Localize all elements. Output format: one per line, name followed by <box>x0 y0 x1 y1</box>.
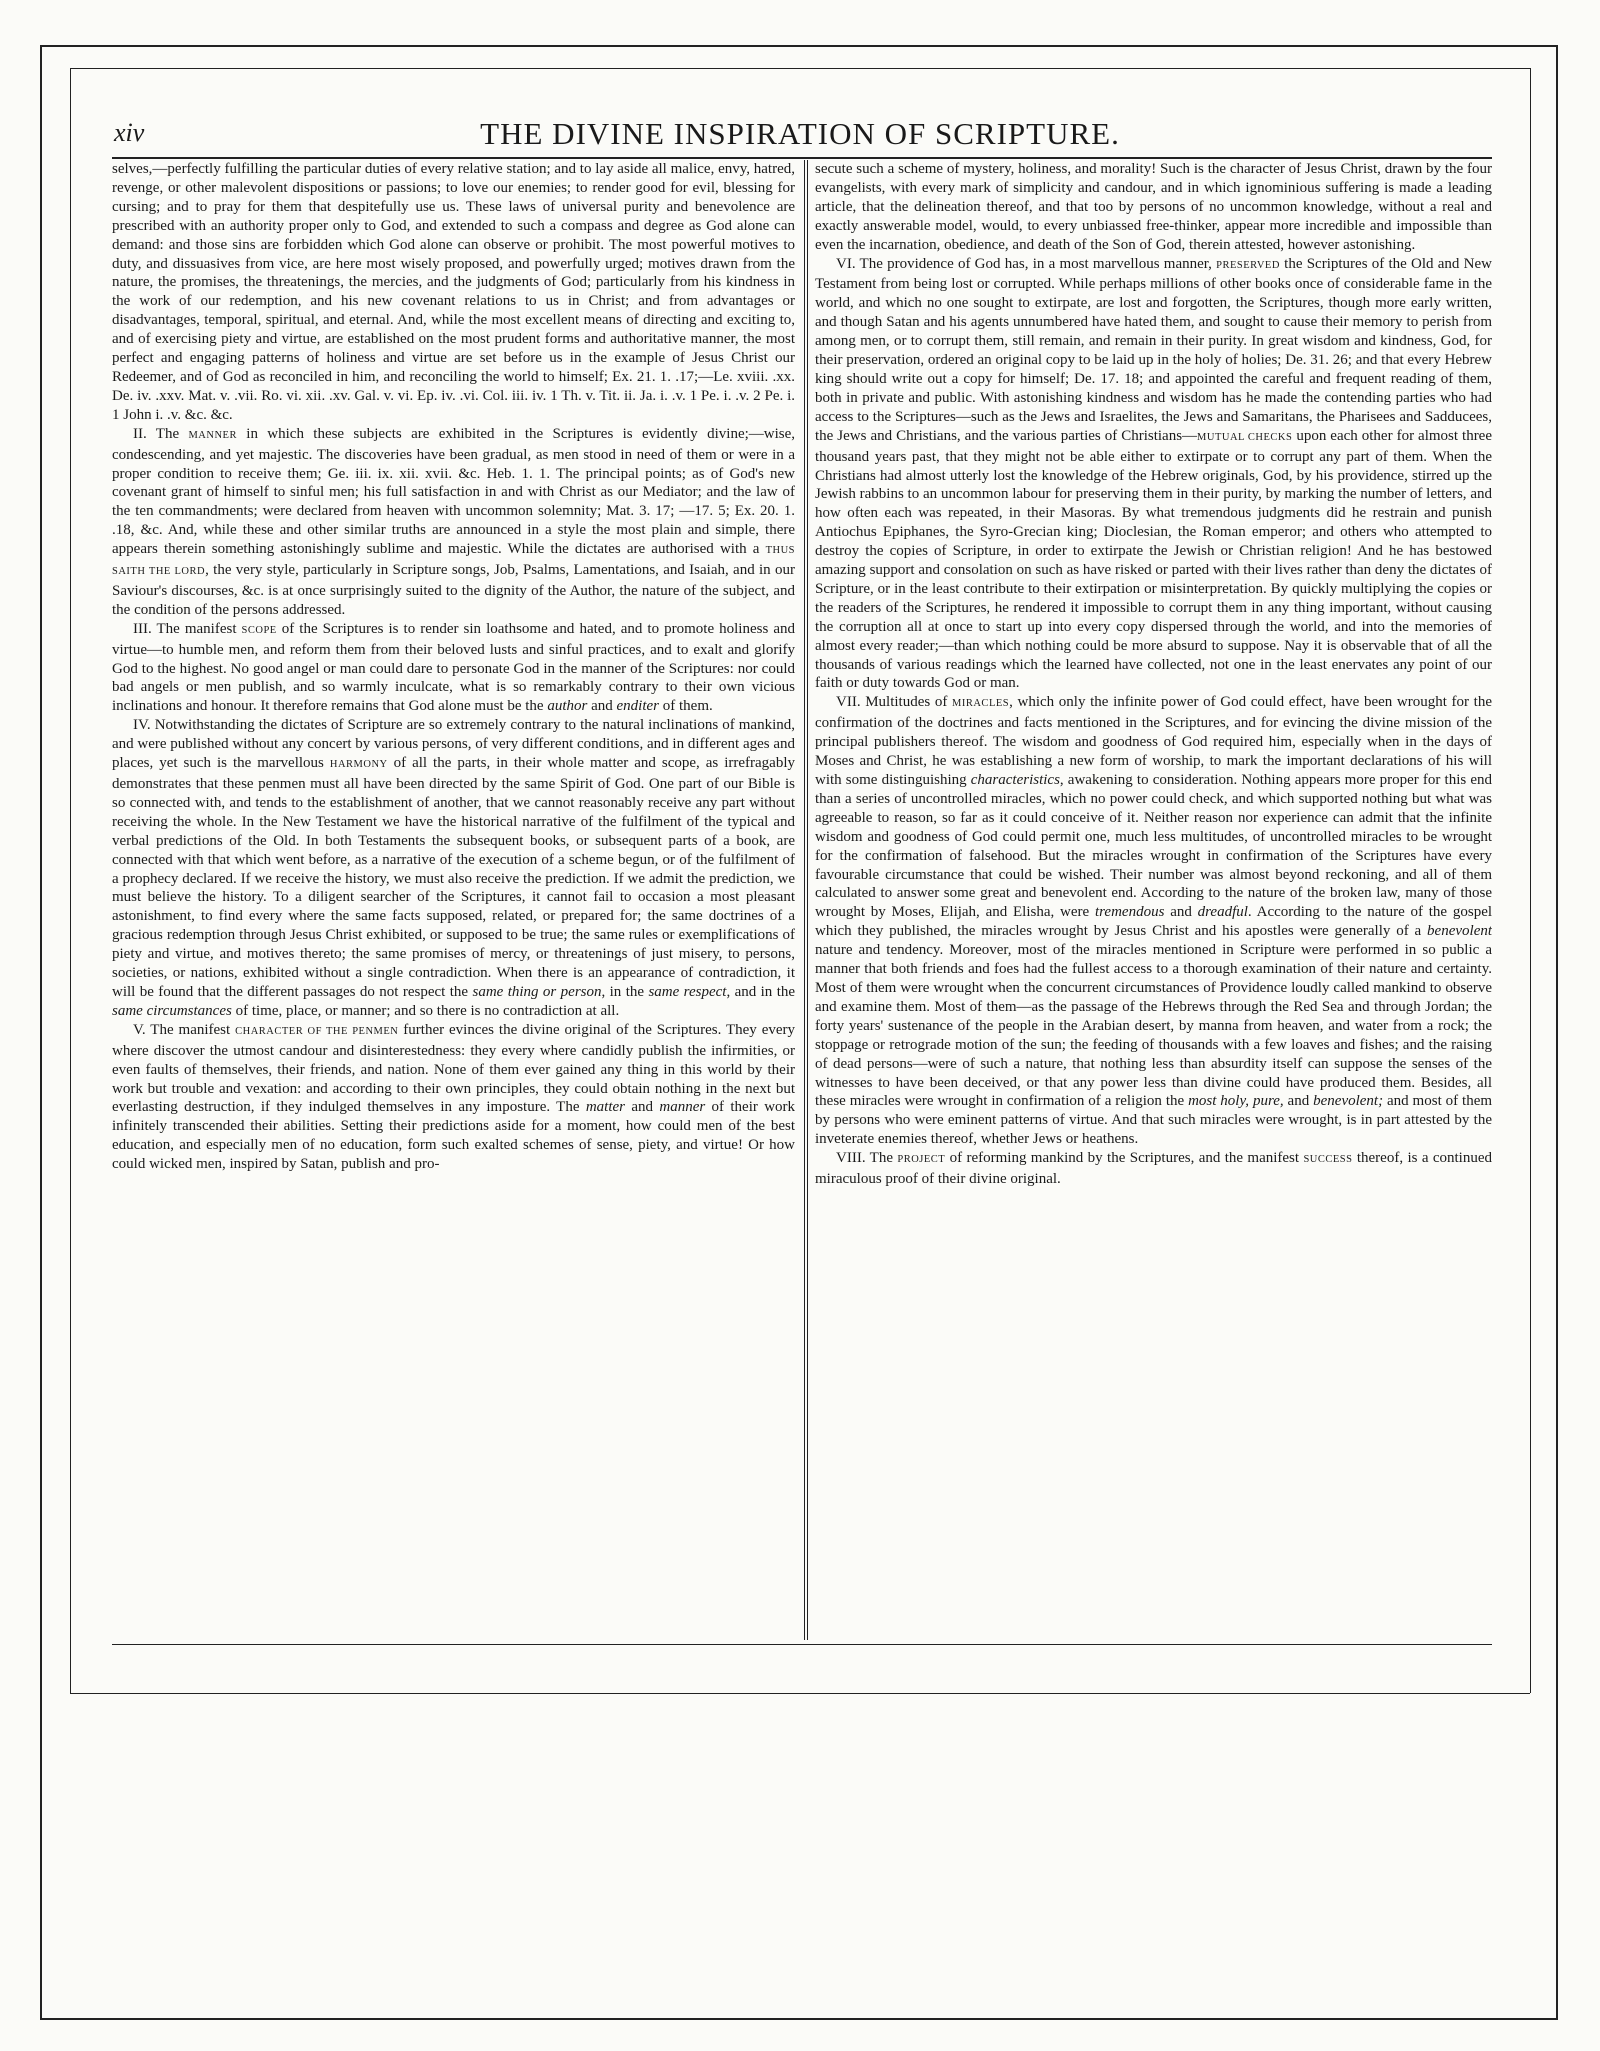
small-caps-term: SCOPE <box>241 624 277 636</box>
text-run: thereof, is a continued miraculous proof of their divine original. <box>815 1150 1492 1188</box>
small-caps-term: MUTUAL CHECKS <box>1197 431 1293 443</box>
text-run: in which these subjects are exhibited in the Scriptures is evidently divine;—wise, condescending, and yet majestic. The discoveries have been gradual, as men stood in need of them or were in a proper condition to receive them; Ge. iii. ix. xii. xvii. &c. Heb. 1. 1. The principal points; as of God's new covenant grant of himself to sinful men; his full satisfaction in and with Christ as our Mediator; and the law of the ten commandments; were declared from heaven with uncommon solemnity; Mat. 3. 17; —17. 5; Ex. 20. 1. .18, &c. And, while these and other similar truths are announced in a style the most plain and simple, there appears therein something astonishingly sublime and majestic. While the dictates are authorised with a <box>112 425 795 558</box>
italic-term: characteristics <box>970 772 1060 788</box>
outer-border-top <box>40 45 1558 47</box>
text-run: further evinces the divine original of the Scriptures. They every where discover the utmost candour and disinterestedness: they every where candidly publish the infirmities, or even faults of themselves, their friends, and nation. None of them ever gained any thing in this world by their work but trouble and vexation: and according to their own principles, they could obtain nothing in the next but everlasting destruction, if they indulged themselves in any imposture. The <box>112 1021 795 1116</box>
text-run: of the Scriptures is to render sin loathsome and hated, and to promote holiness and virtue—to humble men, and reform them from their beloved lusts and sinful practices, and to exalt and glorify God to the highest. No good angel or man could dare to personate God in the manner of the Scriptures: nor could bad angels or men publish, and so warmly inculcate, what is so remarkably contrary to their own vicious inclinations and honour. It therefore remains that God alone must be the <box>112 620 795 715</box>
inner-border-bottom <box>70 1693 1530 1694</box>
outer-border-left <box>40 45 42 2020</box>
page-number: xiv <box>114 118 145 147</box>
text-run: and <box>1287 1093 1310 1110</box>
small-caps-term: MANNER <box>188 429 237 441</box>
text-run: of them. <box>662 698 713 715</box>
text-run: VII. Multitudes of <box>836 694 948 711</box>
text-run: , and in the <box>726 983 795 1000</box>
text-run: VI. The providence of God has, in a most marvellous manner, <box>836 255 1212 272</box>
column-divider-2 <box>807 160 808 1640</box>
small-caps-term: THUS SAITH THE LORD <box>112 545 795 578</box>
paragraph-viii <box>815 1149 1492 1189</box>
paragraph-iv <box>112 716 795 1021</box>
text-run: secute such a scheme of mystery, holiness, and morality! Such is the character of Jesus Christ, drawn by the four evangelists, with every mark of simplicity and candour, and in which ignominious suffering is made a leading article, that the delineation thereof, and that too by persons of no uncommon knowledge, without a real and exactly answerable model, would, to every unbiassed free-thinker, appear more incredible and impossible than even the incarnation, obedience, and death of the Son of God, therein attested, however astonishing. <box>815 161 1492 253</box>
text-run: , the very style, particularly in Scripture songs, Job, Psalms, Lamentations, and Isaiah, and in our Saviour's discourses, &c. is at once surprisingly suited to the dignity of the Author, the nature of the subject, and the condition of the persons addressed. <box>112 562 795 618</box>
text-run: , in the <box>601 983 645 1000</box>
paragraph-vi <box>815 255 1492 694</box>
footer-rule <box>112 1644 1492 1645</box>
text-run: , awakening to consideration. Nothing appears more proper for this end than a series of uncontrolled miracles, which no power could check, and which supported nothing but what was agreeable to reason, so far as it could conceive of it. Neither reason nor experience can admit that the infinite wisdom and goodness of God could permit one, much less multitudes, of uncontrolled miracles to be wrought for the confirmation of falsehood. But the miracles wrought in confirmation of the Scriptures have every favourable circumstance that could be wished. Their number was almost beyond reckoning, and all of them calculated to answer some great and benevolent end. According to the nature of the broken law, many of those wrought by Moses, Elijah, and Elisha, were <box>815 772 1492 921</box>
italic-term: manner <box>659 1099 706 1116</box>
text-run: and <box>1170 904 1192 921</box>
text-run: and most of them by persons who were eminent patterns of virtue. And that such miracles were wrought, is in part attested by the inveterate enemies thereof, whether Jews or heathens. <box>815 1093 1492 1148</box>
text-run: nature and tendency. Moreover, most of the miracles mentioned in Scripture were performed in so public a manner that both friends and foes had the fullest access to a thorough examination of their nature and certainty. Most of them were wrought when the concurrent circumstances of Providence loudly called mankind to observe and examine them. Most of them—as the passage of the Hebrews through the Red Sea and through Jordan; the forty years' sustenance of the people in the Arabian desert, by manna from heaven, and water from a rock; the stoppage or retrograde motion of the sun; the feeding of thousands with a few loaves and fishes; and the raising of dead persons—were of such a nature, that nothing less than absurdity itself can suppose the senses of the witnesses to have been deceived, or that any power less than divine could have produced them. Besides, all these miracles were wrought in confirmation of a religion the <box>815 942 1492 1110</box>
paragraph-iii <box>112 620 795 717</box>
text-run: selves,—perfectly fulfilling the particular duties of every relative station; and to lay aside all malice, envy, hatred, revenge, or other malevolent dispositions or passions; to love our enemies; to render good for evil, blessing for cursing; and to pray for them that despitefully use us. These laws of universal purity and benevolence are prescribed with an authority proper only to God, and extended to such a compass and degree as God alone can demand: and those sins are forbidden which God alone can observe or prohibit. The most powerful motives to duty, and dissuasives from vice, are here most wisely proposed, and powerfully urged; motives drawn from the nature, the promises, the threatenings, the mercies, and the judgments of God; particularly from his kindness in the work of our redemption, and his new covenant relations to us in Christ; and from advantages or disadvantages, temporal, spiritual, and eternal. And, while the most excellent means of directing and exciting to, and of exercising piety and virtue, are established on the most prudent forms and authoritative manner, the most perfect and engaging patterns of holiness and virtue are set before us in the example of Jesus Christ our Redeemer, and of God as reconciled in him, and reconciling the world to himself; Ex. 21. 1. .17;—Le. xviii. .xx. De. iv. .xxv. Mat. v. .vii. Ro. vi. xii. .xv. Gal. v. vi. Ep. iv. .vi. Col. iii. iv. 1 Th. v. Tit. ii. Ja. i. .v. 1 Pe. i. .v. 2 Pe. i. 1 John i. .v. &c. &c. <box>112 161 795 423</box>
text-run: the Scriptures of the Old and New Testament from being lost or corrupted. While perhaps millions of other books once of considerable fame in the world, and which no one sought to extirpate, are lost and forgotten, the Scriptures, though more early written, and though Satan and his agents unnumbered have hated them, and sought to cause their memory to perish from among men, or to corrupt them, still remain, and remain in their purity. In great wisdom and kindness, God, for their preservation, ordered an original copy to be laid up in the holy of holies; De. 31. 26; and that every Hebrew king should write out a copy for himself; De. 17. 18; and appointed the careful and frequent reading of them, both in private and public. With astonishing kindness and wisdom has he made the contending parties who had access to the Scriptures—such as the Jews and Israelites, the Jews and Samaritans, the Pharisees and Sadducees, the Jews and Christians, and the various parties of Christians— <box>815 255 1492 444</box>
inner-border-right <box>1530 68 1531 1693</box>
text-run: , which only the infinite power of God could effect, have been wrought for the confirmation of the doctrines and facts mentioned in the Scriptures, and for evincing the divine mission of the principal publishers thereof. The wisdom and goodness of God required him, especially when in the days of Moses and Christ, he was establishing a new form of worship, to mark the important declarations of his will with some distinguishing <box>815 694 1492 788</box>
small-caps-term: CHARACTER OF THE PENMEN <box>235 1025 399 1037</box>
italic-term: tremendous <box>1094 904 1165 921</box>
paragraph-vii <box>815 693 1492 1149</box>
small-caps-term: SUCCESS <box>1303 1154 1353 1166</box>
text-run: V. The manifest <box>133 1021 231 1038</box>
column-divider <box>804 160 805 1640</box>
paragraph-ii <box>112 425 795 620</box>
italic-term: same thing or person <box>472 983 602 1000</box>
italic-term: matter <box>585 1099 626 1116</box>
text-run: of all the parts, in their whole matter and scope, as irrefragably demonstrates that these penmen must all have been directed by the same Spirit of God. One part of our Bible is so connected with, and tends to the establishment of another, that we cannot reasonably receive any part without receiving the whole. In the New Testament we have the historical narrative of the fulfilment of the typical and verbal predictions of the Old. In both Testaments the subsequent books, or subsequent parts of a book, are connected with that which went before, as a narrative of the execution of a scheme begun, or of the fulfilment of a prophecy declared. If we receive the history, we must also receive the prediction. If we admit the prediction, we must believe the history. To a diligent searcher of the Scriptures, it cannot fail to occasion a most pleasant astonishment, to find every where the same facts supposed, related, or prepared for; the same doctrines of a gracious redemption through Jesus Christ exhibited, or supposed to be true; the same rules or exemplifications of piety and virtue, and motives thereto; the same promises of mercy, or threatenings of just misery, to persons, societies, or nations, exhibited without a single contradiction. When there is an appearance of contradiction, it will be found that the different passages do not respect the <box>112 755 795 1000</box>
text-run: of time, place, or manner; and so there is no contradiction at all. <box>235 1002 620 1019</box>
page-header <box>114 116 1486 156</box>
italic-term: most holy, pure, <box>1188 1093 1284 1110</box>
inner-border-left <box>70 68 71 1693</box>
small-caps-term: MIRACLES <box>952 698 1010 710</box>
italic-term: benevolent <box>1427 923 1492 940</box>
text-run: III. The manifest <box>133 620 237 637</box>
text-run: . According to the nature of the gospel which they published, the miracles wrought by Jesus Christ and his apostles were generally of a <box>815 904 1492 940</box>
text-run: of their work infinitely transcended their abilities. Setting their predictions aside for a moment, how could men of the best education, and especially men of no education, form such exalted schemes of sense, piety, and virtue! Or how could wicked men, inspired by Satan, publish and pro- <box>112 1099 795 1173</box>
text-run: VIII. The <box>836 1150 893 1167</box>
italic-term: author <box>547 698 588 715</box>
left-column <box>112 160 795 1640</box>
header-rule <box>112 157 1492 159</box>
italic-term: benevolent; <box>1313 1093 1384 1110</box>
italic-term: same respect <box>648 983 727 1000</box>
text-run: and <box>631 1099 654 1116</box>
right-column <box>815 160 1492 1640</box>
text-run: and <box>591 698 613 715</box>
text-run: IV. Notwithstanding the dictates of Scripture are so extremely contrary to the natural inclinations of mankind, and were published without any concert by various persons, of very different conditions, and in different ages and places, yet such is the marvellous <box>112 717 795 772</box>
small-caps-term: PRESERVED <box>1216 259 1280 271</box>
text-run: upon each other for almost three thousand years past, that they might not be able either to extirpate or to corrupt any part of them. When the Christians had almost utterly lost the knowledge of the Hebrew originals, God, by his providence, stirred up the Jewish rabbins to an uncommon labour for preserving them in their purity, by marking the number of letters, and how often each was repeated, in their Masoras. By what tremendous judgments did he restrain and punish Antiochus Epiphanes, the Syro-Grecian king; Dioclesian, the Roman emperor; and others who attempted to destroy the copies of Scripture, in order to extirpate the Jewish or Christian religion! And he has bestowed amazing support and consolation on such as have risked or parted with their lives rather than deny the dictates of Scripture, or in the least contribute to their extirpation or misinterpretation. By quickly multiplying the copies or the readers of the Scriptures, he rendered it impossible to corrupt them in any thing important, without causing the corruption all at once to start up into every copy dispersed through the world, and into the memories of almost every reader;—than which nothing could be more absurd to suppose. Nay it is observable that of all the thousands of various readings which the learned have collected, not one in the least enervates any point of our faith or duty towards God or man. <box>815 427 1492 692</box>
italic-term: dreadful <box>1197 904 1248 921</box>
small-caps-term: PROJECT <box>897 1154 946 1166</box>
small-caps-term: HARMONY <box>329 759 388 771</box>
paragraph-v <box>112 1021 795 1174</box>
text-run: of reforming mankind by the Scriptures, and the manifest <box>949 1150 1300 1167</box>
paragraph-continued <box>112 160 795 425</box>
outer-border-bottom <box>40 2018 1558 2020</box>
outer-border-right <box>1556 45 1558 2020</box>
inner-border-top <box>70 68 1530 69</box>
paragraph-continued <box>815 160 1492 255</box>
text-run: II. The <box>133 425 180 442</box>
running-title: THE DIVINE INSPIRATION OF SCRIPTURE. <box>480 116 1120 151</box>
italic-term: same circumstances <box>112 1002 232 1019</box>
italic-term: enditer <box>616 698 659 715</box>
